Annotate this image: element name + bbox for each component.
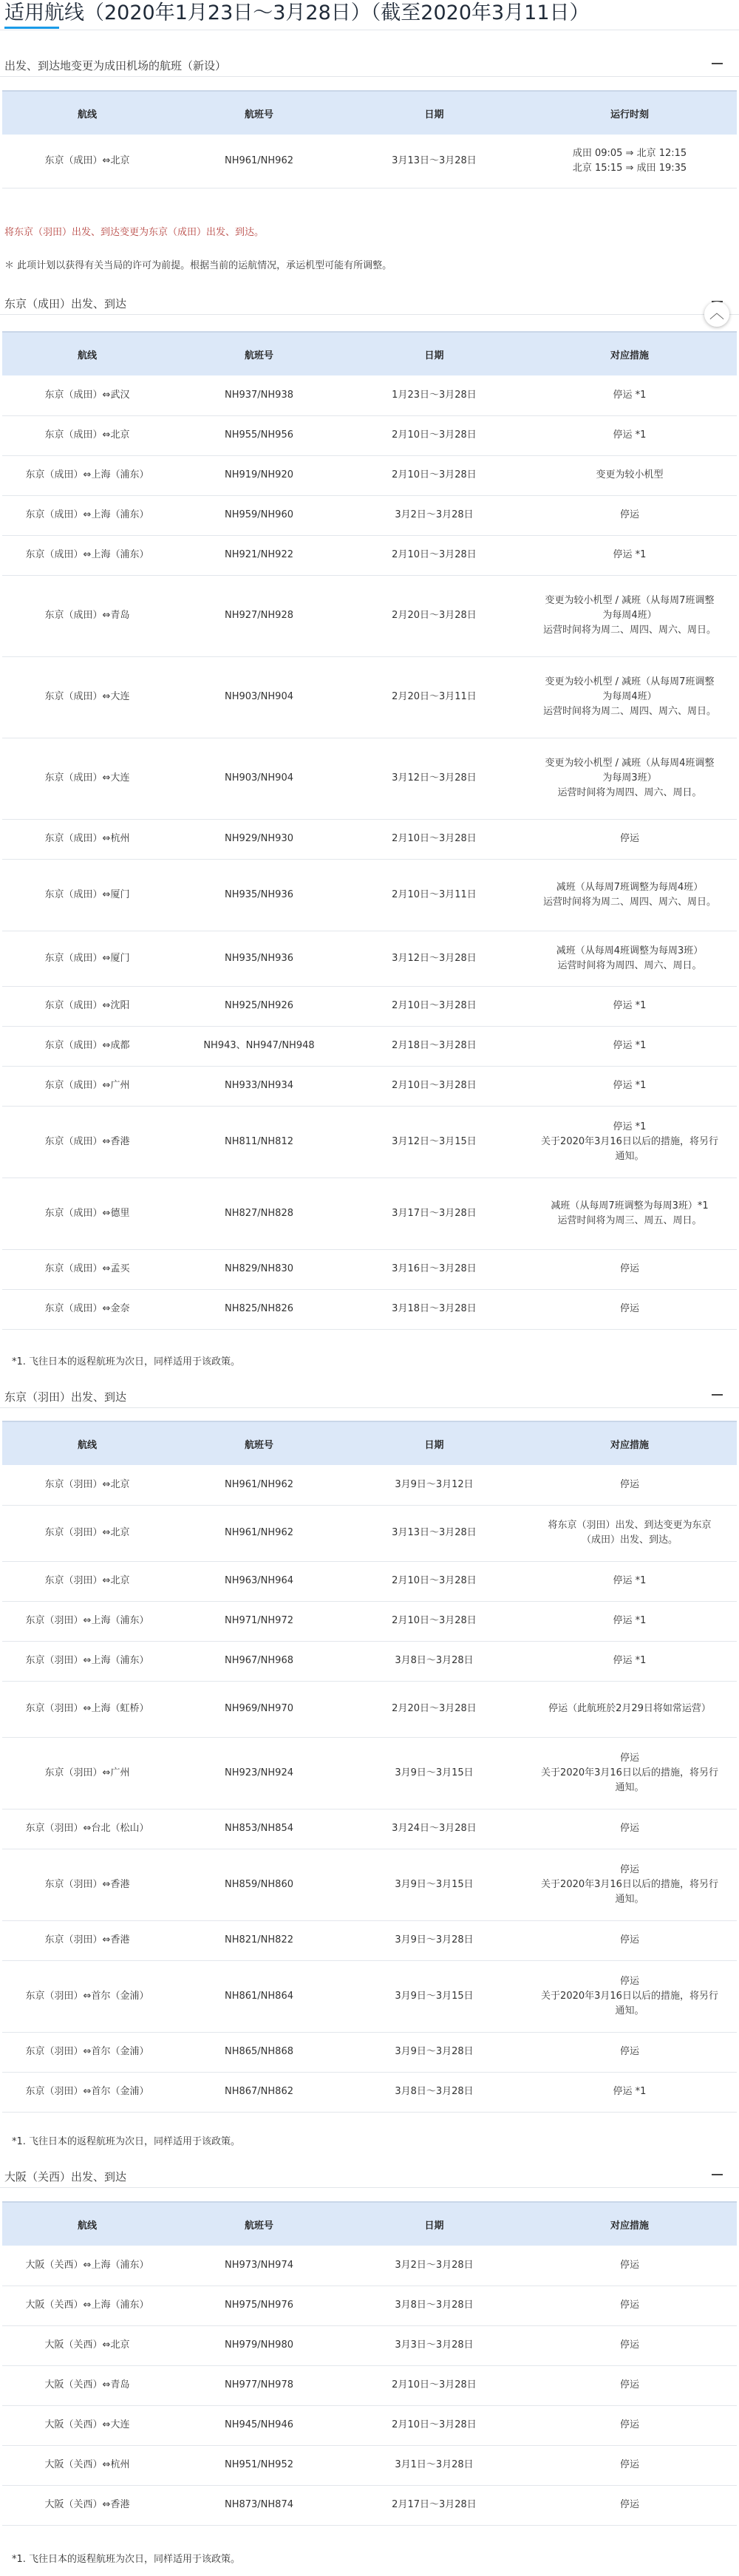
flight-number-header: 航班号 <box>172 1421 346 1465</box>
measure-cell <box>522 1505 737 1561</box>
measure-text: 减班（从每周7班调整为每周4班） 运营时间将为周二、周四、周六、周日。 <box>542 881 716 908</box>
flight-number-cell: NH961/NH962 <box>172 1465 346 1505</box>
flight-number-cell: NH853/NH854 <box>172 1809 346 1849</box>
measure-text: 停运 <box>619 2259 639 2271</box>
date-cell: 2月18日～3月28日 <box>346 1026 522 1066</box>
measure-cell <box>522 2032 737 2072</box>
table-row <box>2 2405 737 2445</box>
route-cell: 东京（成田）⇔香港 <box>2 1106 172 1177</box>
date-cell: 2月10日～3月28日 <box>346 2365 522 2405</box>
measure-text: 停运 <box>619 2459 639 2470</box>
measure-text: 停运 <box>619 2379 639 2390</box>
route-header: 航线 <box>2 332 172 375</box>
flight-number-cell: NH967/NH968 <box>172 1641 346 1681</box>
table-row <box>2 2325 737 2365</box>
collapse-icon[interactable] <box>712 63 723 64</box>
scroll-to-top-button[interactable] <box>704 302 729 327</box>
measure-text: 停运 *1 <box>613 1615 647 1626</box>
table-narita-new-flights <box>2 90 737 188</box>
measure-cell <box>522 1849 737 1920</box>
flight-number-cell: NH969/NH970 <box>172 1681 346 1737</box>
flight-number-cell: NH971/NH972 <box>172 1601 346 1641</box>
flight-number-cell: NH903/NH904 <box>172 738 346 819</box>
measure-cell <box>522 2286 737 2325</box>
table-row <box>2 2072 737 2112</box>
measure-text: 停运 *1 <box>613 429 647 441</box>
flight-number-cell: NH811/NH812 <box>172 1106 346 1177</box>
route-cell: 东京（羽田）⇔北京 <box>2 1505 172 1561</box>
haneda-footnote: *1. 飞往日本的返程航班为次日，同样适用于该政策。 <box>12 2136 241 2147</box>
route-cell: 东京（羽田）⇔首尔（金浦） <box>2 2032 172 2072</box>
measure-text: 停运 *1 <box>613 1000 647 1011</box>
date-cell: 3月8日～3月28日 <box>346 2072 522 2112</box>
date-cell: 3月9日～3月15日 <box>346 1960 522 2032</box>
measure-cell <box>522 1177 737 1249</box>
date-cell: 3月9日～3月15日 <box>346 1737 522 1809</box>
narita-footnote: *1. 飞往日本的返程航班为次日，同样适用于该政策。 <box>12 1356 241 1367</box>
date-cell: 3月9日～3月12日 <box>346 1465 522 1505</box>
route-cell: 东京（成田）⇔孟买 <box>2 1249 172 1289</box>
measure-text: 变更为较小机型 / 减班（从每周4班调整为每周3班） 运营时间将为周四、周六、周日。 <box>545 758 715 798</box>
date-cell: 3月1日～3月28日 <box>346 2445 522 2485</box>
route-cell: 大阪（关西）⇔北京 <box>2 2325 172 2365</box>
flight-number-cell: NH977/NH978 <box>172 2365 346 2405</box>
measure-cell <box>522 1920 737 1960</box>
date-header: 日期 <box>346 1421 522 1465</box>
date-cell: 2月10日～3月11日 <box>346 859 522 931</box>
measure-cell <box>522 1960 737 2032</box>
date-cell: 3月9日～3月28日 <box>346 2032 522 2072</box>
measure-cell <box>522 2365 737 2405</box>
route-cell: 东京（羽田）⇔广州 <box>2 1737 172 1809</box>
table-row <box>2 455 737 495</box>
measure-text: 停运 <box>619 2499 639 2510</box>
table-row <box>2 1249 737 1289</box>
flight-number-cell: NH973/NH974 <box>172 2246 346 2286</box>
route-cell: 东京（羽田）⇔首尔（金浦） <box>2 1960 172 2032</box>
date-cell: 3月24日～3月28日 <box>346 1809 522 1849</box>
measure-text: 停运 <box>619 2339 639 2351</box>
flight-number-cell: NH867/NH862 <box>172 2072 346 2112</box>
table-row <box>2 1026 737 1066</box>
table-row <box>2 931 737 986</box>
flight-number-cell: NH961/NH962 <box>172 135 346 188</box>
page-title: 适用航线（2020年1月23日～3月28日）（截至2020年3月11日） <box>4 1 590 24</box>
route-cell: 东京（成田）⇔上海（浦东） <box>2 495 172 535</box>
measure-header: 对应措施 <box>522 2202 737 2246</box>
date-cell: 2月10日～3月28日 <box>346 2405 522 2445</box>
measure-cell <box>522 859 737 931</box>
flight-number-cell: NH821/NH822 <box>172 1920 346 1960</box>
date-cell: 2月10日～3月28日 <box>346 819 522 859</box>
table-row <box>2 1106 737 1177</box>
measure-text: 将东京（羽田）出发、到达变更为东京（成田）出发、到达。 <box>548 1520 712 1546</box>
route-cell: 东京（羽田）⇔北京 <box>2 1561 172 1601</box>
measure-cell <box>522 1465 737 1505</box>
flight-number-cell: NH979/NH980 <box>172 2325 346 2365</box>
measure-cell <box>522 1601 737 1641</box>
date-cell: 2月20日～3月28日 <box>346 575 522 656</box>
table-row <box>2 2485 737 2525</box>
measure-cell <box>522 135 737 188</box>
section-header-kansai[interactable] <box>0 2161 739 2188</box>
measure-cell <box>522 1289 737 1329</box>
table-row <box>2 1505 737 1561</box>
measure-cell <box>522 2445 737 2485</box>
measure-cell <box>522 1066 737 1106</box>
measure-text: 停运 <box>619 2300 639 2311</box>
measure-cell <box>522 1641 737 1681</box>
date-cell: 3月2日～3月28日 <box>346 2246 522 2286</box>
route-cell: 东京（羽田）⇔香港 <box>2 1849 172 1920</box>
measure-text: 减班（从每周4班调整为每周3班） 运营时间将为周四、周六、周日。 <box>556 945 704 971</box>
date-cell: 2月20日～3月11日 <box>346 656 522 738</box>
section-title: 东京（成田）出发、到达 <box>4 297 127 310</box>
date-cell: 3月12日～3月15日 <box>346 1106 522 1177</box>
flight-number-cell: NH935/NH936 <box>172 859 346 931</box>
table-row <box>2 1737 737 1809</box>
section-title: 出发、到达地变更为成田机场的航班（新设） <box>4 59 227 72</box>
measure-text: 停运 <box>619 1478 639 1490</box>
table-row <box>2 1289 737 1329</box>
table-row <box>2 1066 737 1106</box>
route-cell: 东京（成田）⇔厦门 <box>2 859 172 931</box>
measure-text: 停运 <box>619 1303 639 1314</box>
table-row <box>2 415 737 455</box>
flight-number-header: 航班号 <box>172 332 346 375</box>
flight-number-header: 航班号 <box>172 2202 346 2246</box>
measure-text: 停运 *1 <box>613 1575 647 1586</box>
measure-cell <box>522 2072 737 2112</box>
table-header-row <box>2 332 737 375</box>
measure-header: 运行时刻 <box>522 91 737 135</box>
route-cell: 大阪（关西）⇔大连 <box>2 2405 172 2445</box>
measure-cell <box>522 819 737 859</box>
route-header: 航线 <box>2 1421 172 1465</box>
flight-number-header: 航班号 <box>172 91 346 135</box>
measure-cell <box>522 535 737 575</box>
date-header: 日期 <box>346 2202 522 2246</box>
table-row <box>2 986 737 1026</box>
section-header-haneda[interactable] <box>0 1382 739 1408</box>
flight-number-cell: NH945/NH946 <box>172 2405 346 2445</box>
route-cell: 东京（羽田）⇔首尔（金浦） <box>2 2072 172 2112</box>
table-row <box>2 2246 737 2286</box>
date-cell: 3月13日～3月28日 <box>346 1505 522 1561</box>
table-row <box>2 535 737 575</box>
route-cell: 东京（羽田）⇔上海（虹桥） <box>2 1681 172 1737</box>
date-cell: 3月9日～3月15日 <box>346 1849 522 1920</box>
table-row <box>2 495 737 535</box>
table-row <box>2 135 737 188</box>
flight-number-cell: NH943、NH947/NH948 <box>172 1026 346 1066</box>
route-cell: 大阪（关西）⇔香港 <box>2 2485 172 2525</box>
section-header-narita-changed[interactable] <box>0 50 739 77</box>
table-row <box>2 1601 737 1641</box>
date-cell: 2月20日～3月28日 <box>346 1681 522 1737</box>
table-haneda <box>2 1421 737 2113</box>
date-cell: 2月10日～3月28日 <box>346 535 522 575</box>
measure-text: 成田 09:05 ⇒ 北京 12:15 北京 15:15 ⇒ 成田 19:35 <box>572 147 687 174</box>
date-cell: 1月23日～3月28日 <box>346 375 522 415</box>
route-cell: 东京（成田）⇔德里 <box>2 1177 172 1249</box>
flight-number-cell: NH925/NH926 <box>172 986 346 1026</box>
table-row <box>2 1465 737 1505</box>
flight-number-cell: NH827/NH828 <box>172 1177 346 1249</box>
route-cell: 东京（羽田）⇔北京 <box>2 1465 172 1505</box>
measure-text: 停运 <box>619 2046 639 2057</box>
date-cell: 2月10日～3月28日 <box>346 1066 522 1106</box>
measure-cell <box>522 415 737 455</box>
flight-number-cell: NH829/NH830 <box>172 1249 346 1289</box>
measure-text: 停运 *1 <box>613 389 647 401</box>
date-cell: 3月3日～3月28日 <box>346 2325 522 2365</box>
table-row <box>2 2365 737 2405</box>
route-cell: 东京（成田）⇔上海（浦东） <box>2 535 172 575</box>
flight-number-cell: NH923/NH924 <box>172 1737 346 1809</box>
route-cell: 东京（成田）⇔厦门 <box>2 931 172 986</box>
table-row <box>2 1809 737 1849</box>
route-cell: 东京（羽田）⇔上海（浦东） <box>2 1641 172 1681</box>
date-cell: 3月13日～3月28日 <box>346 135 522 188</box>
measure-text: 停运 <box>619 1934 639 1945</box>
measure-text: 停运 关于2020年3月16日以后的措施，将另行通知。 <box>541 1863 718 1905</box>
table-row <box>2 2032 737 2072</box>
date-cell: 3月8日～3月28日 <box>346 1641 522 1681</box>
table-row <box>2 2286 737 2325</box>
flight-number-cell: NH951/NH952 <box>172 2445 346 2485</box>
route-cell: 东京（成田）⇔杭州 <box>2 819 172 859</box>
table-row <box>2 2445 737 2485</box>
measure-text: 停运 *1 <box>613 1655 647 1666</box>
flight-number-cell: NH963/NH964 <box>172 1561 346 1601</box>
measure-text: 变更为较小机型 / 减班（从每周7班调整为每周4班） 运营时间将为周二、周四、周六、周日。 <box>542 595 716 636</box>
route-cell: 东京（成田）⇔青岛 <box>2 575 172 656</box>
measure-text: 停运 *1 <box>613 549 647 560</box>
measure-cell <box>522 1026 737 1066</box>
title-underline <box>4 27 59 29</box>
date-cell: 2月10日～3月28日 <box>346 455 522 495</box>
date-cell: 2月17日～3月28日 <box>346 2485 522 2525</box>
table-row <box>2 1960 737 2032</box>
measure-cell <box>522 2485 737 2525</box>
table-row <box>2 859 737 931</box>
flight-number-cell: NH935/NH936 <box>172 931 346 986</box>
route-cell: 东京（成田）⇔沈阳 <box>2 986 172 1026</box>
table-header-row <box>2 91 737 135</box>
measure-cell <box>522 738 737 819</box>
table-row <box>2 1641 737 1681</box>
section-title: 东京（羽田）出发、到达 <box>4 1390 127 1404</box>
route-cell: 东京（成田）⇔北京 <box>2 415 172 455</box>
measure-cell <box>522 455 737 495</box>
flight-number-cell: NH859/NH860 <box>172 1849 346 1920</box>
measure-cell <box>522 986 737 1026</box>
flight-number-cell: NH919/NH920 <box>172 455 346 495</box>
measure-text: 停运 <box>619 509 639 520</box>
date-cell: 3月12日～3月28日 <box>346 738 522 819</box>
chevron-up-icon: ︿ <box>709 304 724 322</box>
measure-text: 停运 关于2020年3月16日以后的措施，将另行通知。 <box>541 1975 718 2016</box>
flight-number-cell: NH865/NH868 <box>172 2032 346 2072</box>
flight-number-cell: NH825/NH826 <box>172 1289 346 1329</box>
flight-number-cell: NH975/NH976 <box>172 2286 346 2325</box>
route-cell: 东京（成田）⇔广州 <box>2 1066 172 1106</box>
route-cell: 大阪（关西）⇔杭州 <box>2 2445 172 2485</box>
narita-change-note: 将东京（羽田）出发、到达变更为东京（成田）出发、到达。 <box>4 227 265 238</box>
flight-number-cell: NH959/NH960 <box>172 495 346 535</box>
flight-number-cell: NH921/NH922 <box>172 535 346 575</box>
route-header: 航线 <box>2 91 172 135</box>
route-cell: 东京（成田）⇔武汉 <box>2 375 172 415</box>
flight-number-cell: NH873/NH874 <box>172 2485 346 2525</box>
measure-cell <box>522 1681 737 1737</box>
table-row <box>2 575 737 656</box>
measure-text: 停运 <box>619 2419 639 2430</box>
table-row <box>2 1177 737 1249</box>
route-cell: 东京（成田）⇔北京 <box>2 135 172 188</box>
flight-number-cell: NH927/NH928 <box>172 575 346 656</box>
measure-text: 停运 <box>619 833 639 844</box>
table-row <box>2 375 737 415</box>
measure-cell <box>522 1737 737 1809</box>
measure-cell <box>522 1561 737 1601</box>
date-cell: 3月16日～3月28日 <box>346 1249 522 1289</box>
measure-text: 停运 *1 关于2020年3月16日以后的措施，将另行通知。 <box>541 1121 718 1162</box>
route-cell: 东京（成田）⇔成都 <box>2 1026 172 1066</box>
measure-header: 对应措施 <box>522 332 737 375</box>
measure-text: 减班（从每周7班调整为每周3班）*1 运营时间将为周三、周五、周日。 <box>551 1200 709 1226</box>
date-cell: 2月10日～3月28日 <box>346 1601 522 1641</box>
measure-text: 停运 关于2020年3月16日以后的措施，将另行通知。 <box>541 1752 718 1793</box>
flight-number-cell: NH861/NH864 <box>172 1960 346 2032</box>
date-cell: 2月10日～3月28日 <box>346 986 522 1026</box>
measure-cell <box>522 2246 737 2286</box>
measure-cell <box>522 2405 737 2445</box>
table-row <box>2 1561 737 1601</box>
approval-note: ＊ 此项计划以获得有关当局的许可为前提。根据当前的运航情况，承运机型可能有所调整。 <box>4 260 392 271</box>
table-row <box>2 819 737 859</box>
date-cell: 3月12日～3月28日 <box>346 931 522 986</box>
date-cell: 2月10日～3月28日 <box>346 1561 522 1601</box>
measure-text: 停运 *1 <box>613 2086 647 2097</box>
flight-number-cell: NH961/NH962 <box>172 1505 346 1561</box>
date-cell: 2月10日～3月28日 <box>346 415 522 455</box>
measure-cell <box>522 2325 737 2365</box>
table-row <box>2 1920 737 1960</box>
flight-number-cell: NH933/NH934 <box>172 1066 346 1106</box>
measure-cell <box>522 656 737 738</box>
measure-cell <box>522 1106 737 1177</box>
section-title: 大阪（关西）出发、到达 <box>4 2170 127 2184</box>
route-cell: 东京（成田）⇔上海（浦东） <box>2 455 172 495</box>
measure-text: 停运 *1 <box>613 1080 647 1091</box>
measure-cell <box>522 575 737 656</box>
table-header-row <box>2 2202 737 2246</box>
kansai-footnote: *1. 飞往日本的返程航班为次日，同样适用于该政策。 <box>12 2554 241 2565</box>
date-header: 日期 <box>346 91 522 135</box>
measure-text: 变更为较小机型 <box>596 469 664 480</box>
route-cell: 大阪（关西）⇔青岛 <box>2 2365 172 2405</box>
measure-cell <box>522 931 737 986</box>
route-cell: 东京（成田）⇔大连 <box>2 656 172 738</box>
measure-cell <box>522 1249 737 1289</box>
measure-cell <box>522 375 737 415</box>
route-cell: 东京（羽田）⇔上海（浦东） <box>2 1601 172 1641</box>
measure-cell <box>522 495 737 535</box>
measure-cell <box>522 1809 737 1849</box>
table-row <box>2 1849 737 1920</box>
flight-number-cell: NH903/NH904 <box>172 656 346 738</box>
measure-header: 对应措施 <box>522 1421 737 1465</box>
table-narita <box>2 331 737 1330</box>
collapse-icon[interactable] <box>712 1394 723 1396</box>
table-row <box>2 738 737 819</box>
measure-text: 停运 *1 <box>613 1040 647 1051</box>
section-header-narita[interactable] <box>0 288 739 315</box>
date-cell: 3月17日～3月28日 <box>346 1177 522 1249</box>
route-cell: 大阪（关西）⇔上海（浦东） <box>2 2246 172 2286</box>
date-header: 日期 <box>346 332 522 375</box>
date-cell: 3月2日～3月28日 <box>346 495 522 535</box>
flight-number-cell: NH929/NH930 <box>172 819 346 859</box>
flight-number-cell: NH937/NH938 <box>172 375 346 415</box>
date-cell: 3月9日～3月28日 <box>346 1920 522 1960</box>
route-cell: 东京（成田）⇔大连 <box>2 738 172 819</box>
route-header: 航线 <box>2 2202 172 2246</box>
table-kansai <box>2 2201 737 2526</box>
route-cell: 东京（成田）⇔金奈 <box>2 1289 172 1329</box>
collapse-icon[interactable] <box>712 2174 723 2175</box>
date-cell: 3月18日～3月28日 <box>346 1289 522 1329</box>
route-cell: 大阪（关西）⇔上海（浦东） <box>2 2286 172 2325</box>
table-header-row <box>2 1421 737 1465</box>
measure-text: 停运 <box>619 1263 639 1274</box>
flight-number-cell: NH955/NH956 <box>172 415 346 455</box>
table-row <box>2 1681 737 1737</box>
route-cell: 东京（羽田）⇔香港 <box>2 1920 172 1960</box>
table-row <box>2 656 737 738</box>
measure-text: 停运 <box>619 1823 639 1834</box>
measure-text: 停运（此航班於2月29日将如常运营） <box>548 1703 711 1714</box>
measure-text: 变更为较小机型 / 减班（从每周7班调整为每周4班） 运营时间将为周二、周四、周六、周日。 <box>542 676 716 717</box>
route-cell: 东京（羽田）⇔台北（松山） <box>2 1809 172 1849</box>
date-cell: 3月8日～3月28日 <box>346 2286 522 2325</box>
